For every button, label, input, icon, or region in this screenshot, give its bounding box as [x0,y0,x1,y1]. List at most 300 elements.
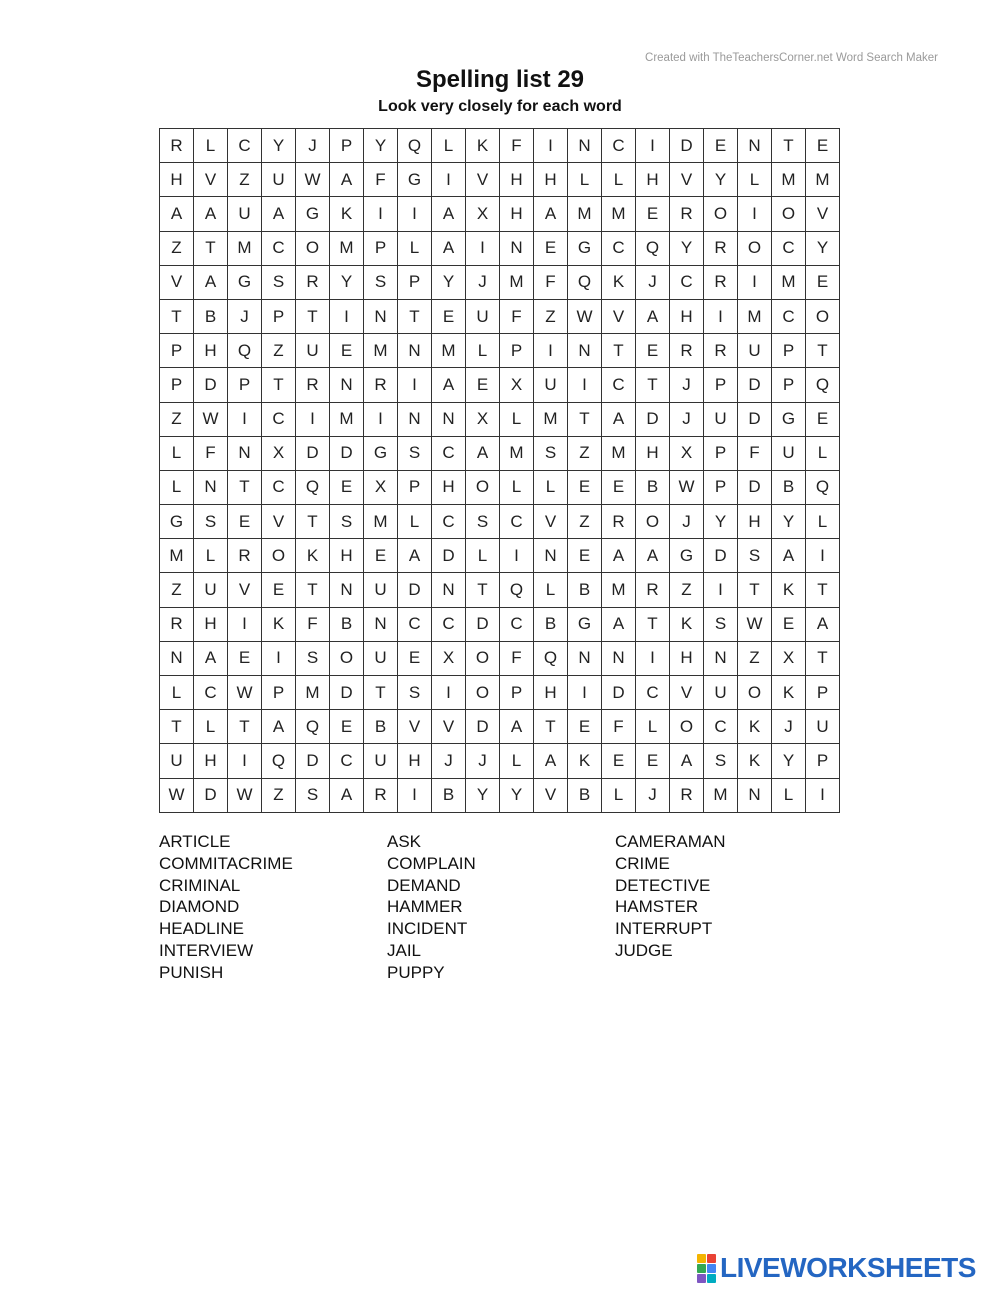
grid-cell[interactable]: U [262,163,296,197]
grid-cell[interactable]: Q [398,129,432,163]
grid-cell[interactable]: D [398,573,432,607]
grid-cell[interactable]: T [296,505,330,539]
grid-cell[interactable]: K [296,539,330,573]
grid-cell[interactable]: C [500,505,534,539]
grid-cell[interactable]: N [160,642,194,676]
grid-cell[interactable]: W [296,163,330,197]
grid-cell[interactable]: P [772,334,806,368]
grid-cell[interactable]: J [670,505,704,539]
grid-cell[interactable]: W [228,779,262,813]
grid-cell[interactable]: I [296,403,330,437]
grid-cell[interactable]: Y [670,232,704,266]
grid-cell[interactable]: D [738,403,772,437]
grid-cell[interactable]: P [704,471,738,505]
grid-cell[interactable]: Z [568,437,602,471]
grid-cell[interactable]: N [704,642,738,676]
grid-cell[interactable]: Q [262,744,296,778]
grid-cell[interactable]: D [704,539,738,573]
grid-cell[interactable]: D [432,539,466,573]
grid-cell[interactable]: Q [228,334,262,368]
grid-cell[interactable]: S [704,744,738,778]
grid-cell[interactable]: R [160,608,194,642]
grid-cell[interactable]: U [806,710,840,744]
grid-cell[interactable]: D [670,129,704,163]
grid-cell[interactable]: Z [160,573,194,607]
grid-cell[interactable]: G [364,437,398,471]
grid-cell[interactable]: D [738,368,772,402]
grid-cell[interactable]: L [160,676,194,710]
grid-cell[interactable]: T [296,300,330,334]
grid-cell[interactable]: O [636,505,670,539]
grid-cell[interactable]: L [636,710,670,744]
grid-cell[interactable]: M [568,197,602,231]
grid-cell[interactable]: K [466,129,500,163]
grid-cell[interactable]: A [670,744,704,778]
grid-cell[interactable]: T [602,334,636,368]
grid-cell[interactable]: A [432,197,466,231]
grid-cell[interactable]: N [228,437,262,471]
grid-cell[interactable]: H [432,471,466,505]
grid-cell[interactable]: X [262,437,296,471]
grid-cell[interactable]: D [636,403,670,437]
grid-cell[interactable]: E [330,710,364,744]
grid-cell[interactable]: W [568,300,602,334]
grid-cell[interactable]: I [228,744,262,778]
grid-cell[interactable]: S [398,676,432,710]
grid-cell[interactable]: I [806,779,840,813]
grid-cell[interactable]: F [194,437,228,471]
grid-cell[interactable]: E [568,710,602,744]
grid-cell[interactable]: N [534,539,568,573]
grid-cell[interactable]: R [704,334,738,368]
grid-cell[interactable]: P [160,368,194,402]
grid-cell[interactable]: N [568,642,602,676]
grid-cell[interactable]: Y [432,266,466,300]
grid-cell[interactable]: Y [806,232,840,266]
grid-cell[interactable]: P [262,676,296,710]
grid-cell[interactable]: L [194,129,228,163]
grid-cell[interactable]: Y [466,779,500,813]
grid-cell[interactable]: A [432,232,466,266]
grid-cell[interactable]: C [704,710,738,744]
grid-cell[interactable]: T [398,300,432,334]
grid-cell[interactable]: T [806,642,840,676]
grid-cell[interactable]: G [228,266,262,300]
grid-cell[interactable]: I [228,403,262,437]
grid-cell[interactable]: T [364,676,398,710]
grid-cell[interactable]: N [364,608,398,642]
grid-cell[interactable]: B [432,779,466,813]
grid-cell[interactable]: G [568,232,602,266]
grid-cell[interactable]: J [636,266,670,300]
grid-cell[interactable]: Y [364,129,398,163]
grid-cell[interactable]: S [364,266,398,300]
grid-cell[interactable]: R [296,266,330,300]
grid-cell[interactable]: O [704,197,738,231]
grid-cell[interactable]: Q [636,232,670,266]
grid-cell[interactable]: D [330,437,364,471]
grid-cell[interactable]: G [772,403,806,437]
grid-cell[interactable]: A [602,608,636,642]
grid-cell[interactable]: A [534,744,568,778]
grid-cell[interactable]: N [568,129,602,163]
grid-cell[interactable]: C [432,437,466,471]
grid-cell[interactable]: P [500,676,534,710]
grid-cell[interactable]: F [364,163,398,197]
grid-cell[interactable]: P [228,368,262,402]
grid-cell[interactable]: U [772,437,806,471]
grid-cell[interactable]: V [670,676,704,710]
grid-cell[interactable]: Y [772,505,806,539]
grid-cell[interactable]: V [194,163,228,197]
grid-cell[interactable]: E [364,539,398,573]
grid-cell[interactable]: O [466,471,500,505]
grid-cell[interactable]: K [772,573,806,607]
grid-cell[interactable]: E [228,642,262,676]
grid-cell[interactable]: U [296,334,330,368]
grid-cell[interactable]: P [160,334,194,368]
grid-cell[interactable]: D [296,744,330,778]
grid-cell[interactable]: N [568,334,602,368]
grid-cell[interactable]: A [602,539,636,573]
grid-cell[interactable]: H [500,197,534,231]
grid-cell[interactable]: P [262,300,296,334]
grid-cell[interactable]: Q [500,573,534,607]
grid-cell[interactable]: E [568,539,602,573]
grid-cell[interactable]: M [602,197,636,231]
grid-cell[interactable]: Z [160,403,194,437]
grid-cell[interactable]: Z [262,334,296,368]
grid-cell[interactable]: G [670,539,704,573]
grid-cell[interactable]: K [738,710,772,744]
grid-cell[interactable]: S [738,539,772,573]
grid-cell[interactable]: U [228,197,262,231]
grid-cell[interactable]: C [602,368,636,402]
grid-cell[interactable]: T [228,710,262,744]
grid-cell[interactable]: Q [568,266,602,300]
grid-cell[interactable]: G [568,608,602,642]
grid-cell[interactable]: K [262,608,296,642]
grid-cell[interactable]: Z [568,505,602,539]
grid-cell[interactable]: R [296,368,330,402]
grid-cell[interactable]: E [262,573,296,607]
grid-cell[interactable]: Y [704,163,738,197]
grid-cell[interactable]: O [806,300,840,334]
grid-cell[interactable]: H [330,539,364,573]
grid-cell[interactable]: C [602,129,636,163]
grid-cell[interactable]: U [364,642,398,676]
grid-cell[interactable]: C [194,676,228,710]
grid-cell[interactable]: V [432,710,466,744]
grid-cell[interactable]: A [432,368,466,402]
grid-cell[interactable]: R [704,266,738,300]
grid-cell[interactable]: T [160,300,194,334]
grid-cell[interactable]: E [602,744,636,778]
grid-cell[interactable]: P [330,129,364,163]
grid-cell[interactable]: U [704,403,738,437]
grid-cell[interactable]: D [330,676,364,710]
grid-cell[interactable]: P [806,676,840,710]
grid-cell[interactable]: V [262,505,296,539]
grid-cell[interactable]: F [296,608,330,642]
grid-cell[interactable]: B [194,300,228,334]
grid-cell[interactable]: P [704,368,738,402]
grid-cell[interactable]: P [704,437,738,471]
grid-cell[interactable]: H [636,163,670,197]
grid-cell[interactable]: A [160,197,194,231]
grid-cell[interactable]: D [296,437,330,471]
grid-cell[interactable]: B [330,608,364,642]
grid-cell[interactable]: L [398,505,432,539]
grid-cell[interactable]: V [466,163,500,197]
grid-cell[interactable]: A [330,163,364,197]
grid-cell[interactable]: H [398,744,432,778]
grid-cell[interactable]: T [262,368,296,402]
grid-cell[interactable]: L [432,129,466,163]
grid-cell[interactable]: M [364,334,398,368]
grid-cell[interactable]: T [228,471,262,505]
grid-cell[interactable]: U [466,300,500,334]
grid-cell[interactable]: U [534,368,568,402]
grid-cell[interactable]: P [500,334,534,368]
grid-cell[interactable]: F [602,710,636,744]
grid-cell[interactable]: V [534,505,568,539]
grid-cell[interactable]: L [500,471,534,505]
grid-cell[interactable]: L [466,334,500,368]
grid-cell[interactable]: R [160,129,194,163]
grid-cell[interactable]: E [398,642,432,676]
grid-cell[interactable]: E [636,197,670,231]
grid-cell[interactable]: H [670,642,704,676]
grid-cell[interactable]: N [330,573,364,607]
grid-cell[interactable]: E [636,744,670,778]
grid-cell[interactable]: S [194,505,228,539]
grid-cell[interactable]: I [330,300,364,334]
grid-cell[interactable]: D [466,710,500,744]
grid-cell[interactable]: S [262,266,296,300]
grid-cell[interactable]: P [772,368,806,402]
grid-cell[interactable]: H [194,744,228,778]
grid-cell[interactable]: I [398,779,432,813]
grid-cell[interactable]: L [738,163,772,197]
grid-cell[interactable]: S [330,505,364,539]
grid-cell[interactable]: U [160,744,194,778]
grid-cell[interactable]: T [194,232,228,266]
grid-cell[interactable]: D [466,608,500,642]
grid-cell[interactable]: C [670,266,704,300]
grid-cell[interactable]: X [466,197,500,231]
grid-cell[interactable]: C [500,608,534,642]
grid-cell[interactable]: C [772,300,806,334]
grid-cell[interactable]: J [772,710,806,744]
grid-cell[interactable]: R [670,779,704,813]
grid-cell[interactable]: I [364,403,398,437]
grid-cell[interactable]: O [670,710,704,744]
grid-cell[interactable]: E [806,403,840,437]
grid-cell[interactable]: A [330,779,364,813]
grid-cell[interactable]: R [228,539,262,573]
grid-cell[interactable]: A [194,197,228,231]
grid-cell[interactable]: R [670,334,704,368]
grid-cell[interactable]: I [228,608,262,642]
grid-cell[interactable]: T [772,129,806,163]
grid-cell[interactable]: E [568,471,602,505]
grid-cell[interactable]: O [738,676,772,710]
grid-cell[interactable]: U [738,334,772,368]
grid-cell[interactable]: M [330,232,364,266]
grid-cell[interactable]: A [534,197,568,231]
grid-cell[interactable]: S [296,779,330,813]
grid-cell[interactable]: A [194,642,228,676]
grid-cell[interactable]: L [534,471,568,505]
grid-cell[interactable]: E [466,368,500,402]
grid-cell[interactable]: J [228,300,262,334]
grid-cell[interactable]: F [738,437,772,471]
grid-cell[interactable]: I [432,676,466,710]
grid-cell[interactable]: G [160,505,194,539]
grid-cell[interactable]: V [398,710,432,744]
grid-cell[interactable]: A [466,437,500,471]
grid-cell[interactable]: I [636,642,670,676]
grid-cell[interactable]: W [194,403,228,437]
grid-cell[interactable]: B [636,471,670,505]
grid-cell[interactable]: W [670,471,704,505]
grid-cell[interactable]: P [364,232,398,266]
grid-cell[interactable]: C [398,608,432,642]
grid-cell[interactable]: O [330,642,364,676]
grid-cell[interactable]: H [534,163,568,197]
grid-cell[interactable]: F [500,129,534,163]
grid-cell[interactable]: R [364,368,398,402]
grid-cell[interactable]: O [466,642,500,676]
grid-cell[interactable]: X [364,471,398,505]
grid-cell[interactable]: J [432,744,466,778]
grid-cell[interactable]: R [602,505,636,539]
grid-cell[interactable]: N [738,779,772,813]
grid-cell[interactable]: E [602,471,636,505]
grid-cell[interactable]: A [602,403,636,437]
grid-cell[interactable]: S [296,642,330,676]
grid-cell[interactable]: H [194,334,228,368]
grid-cell[interactable]: M [534,403,568,437]
grid-cell[interactable]: K [670,608,704,642]
grid-cell[interactable]: G [398,163,432,197]
grid-cell[interactable]: K [330,197,364,231]
grid-cell[interactable]: B [364,710,398,744]
grid-cell[interactable]: H [636,437,670,471]
grid-cell[interactable]: Y [500,779,534,813]
grid-cell[interactable]: L [772,779,806,813]
grid-cell[interactable]: Q [534,642,568,676]
grid-cell[interactable]: M [500,266,534,300]
grid-cell[interactable]: Y [262,129,296,163]
grid-cell[interactable]: E [330,334,364,368]
grid-cell[interactable]: N [398,403,432,437]
grid-cell[interactable]: I [704,573,738,607]
grid-cell[interactable]: C [432,608,466,642]
grid-cell[interactable]: Z [228,163,262,197]
grid-cell[interactable]: S [398,437,432,471]
grid-cell[interactable]: V [602,300,636,334]
grid-cell[interactable]: L [500,403,534,437]
grid-cell[interactable]: I [806,539,840,573]
grid-cell[interactable]: N [738,129,772,163]
grid-cell[interactable]: M [330,403,364,437]
grid-cell[interactable]: S [466,505,500,539]
grid-cell[interactable]: Q [806,368,840,402]
grid-cell[interactable]: E [636,334,670,368]
grid-cell[interactable]: Y [704,505,738,539]
grid-cell[interactable]: U [364,573,398,607]
grid-cell[interactable]: X [466,403,500,437]
grid-cell[interactable]: X [432,642,466,676]
grid-cell[interactable]: M [806,163,840,197]
grid-cell[interactable]: I [568,368,602,402]
grid-cell[interactable]: E [330,471,364,505]
grid-cell[interactable]: J [466,266,500,300]
grid-cell[interactable]: K [772,676,806,710]
grid-cell[interactable]: K [568,744,602,778]
grid-cell[interactable]: N [330,368,364,402]
grid-cell[interactable]: J [636,779,670,813]
grid-cell[interactable]: P [806,744,840,778]
grid-cell[interactable]: O [738,232,772,266]
grid-cell[interactable]: C [262,403,296,437]
grid-cell[interactable]: C [772,232,806,266]
grid-cell[interactable]: L [160,437,194,471]
grid-cell[interactable]: C [636,676,670,710]
grid-cell[interactable]: N [398,334,432,368]
grid-cell[interactable]: W [738,608,772,642]
grid-cell[interactable]: A [636,300,670,334]
grid-cell[interactable]: I [534,129,568,163]
grid-cell[interactable]: L [160,471,194,505]
grid-cell[interactable]: B [772,471,806,505]
grid-cell[interactable]: Q [806,471,840,505]
grid-cell[interactable]: F [534,266,568,300]
grid-cell[interactable]: I [738,266,772,300]
grid-cell[interactable]: A [500,710,534,744]
grid-cell[interactable]: A [262,710,296,744]
grid-cell[interactable]: N [432,573,466,607]
grid-cell[interactable]: X [500,368,534,402]
grid-cell[interactable]: I [738,197,772,231]
grid-cell[interactable]: T [806,573,840,607]
grid-cell[interactable]: Z [670,573,704,607]
grid-cell[interactable]: I [466,232,500,266]
grid-cell[interactable]: P [398,266,432,300]
grid-cell[interactable]: I [364,197,398,231]
grid-cell[interactable]: W [228,676,262,710]
grid-cell[interactable]: L [806,437,840,471]
grid-cell[interactable]: H [670,300,704,334]
grid-cell[interactable]: B [568,573,602,607]
grid-cell[interactable]: A [636,539,670,573]
grid-cell[interactable]: H [534,676,568,710]
grid-cell[interactable]: C [262,471,296,505]
grid-cell[interactable]: C [228,129,262,163]
grid-cell[interactable]: V [160,266,194,300]
grid-cell[interactable]: L [568,163,602,197]
grid-cell[interactable]: M [228,232,262,266]
grid-cell[interactable]: L [602,779,636,813]
grid-cell[interactable]: G [296,197,330,231]
grid-cell[interactable]: T [296,573,330,607]
grid-cell[interactable]: E [534,232,568,266]
grid-cell[interactable]: I [534,334,568,368]
grid-cell[interactable]: L [500,744,534,778]
grid-cell[interactable]: E [228,505,262,539]
